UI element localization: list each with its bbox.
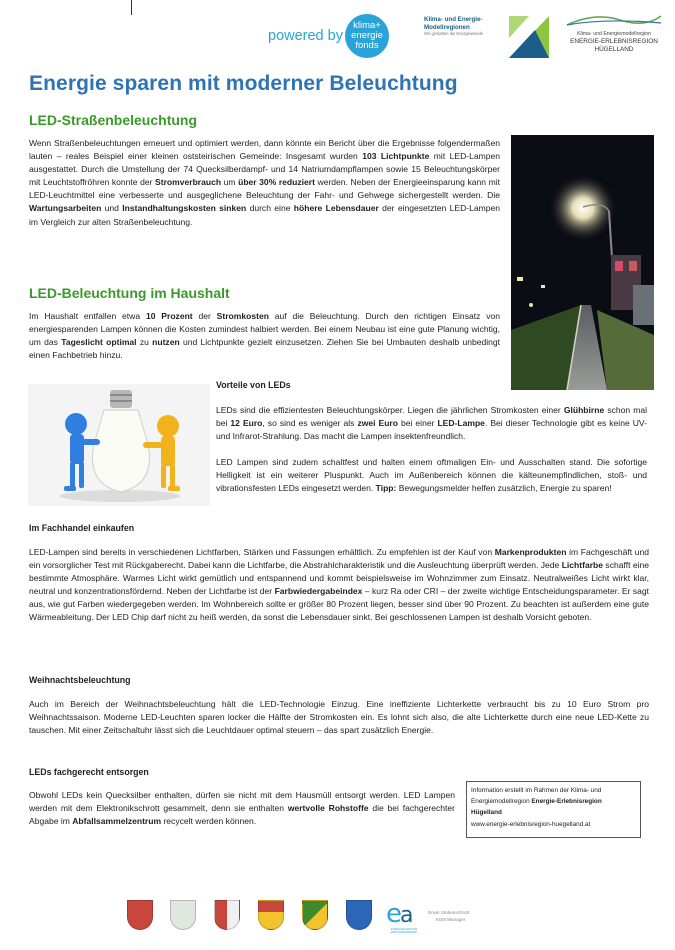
kem-logo-title: Klima- und Energie-Modellregionen	[424, 16, 483, 31]
klima-fonds-circle: klima+ energie fonds	[345, 14, 389, 58]
bold-text-run: 12 Euro	[230, 418, 263, 429]
bold-text-run: höhere Lebensdauer	[293, 203, 379, 214]
text-run: Obwohl LEDs kein Quecksilber enthalten, dürfen sie nicht mit dem Hausmüll entsorgt werden. LED Lampen werden mit dem Elektronikschrott gesammelt, denn sie enthalten	[29, 790, 455, 814]
municipality-crest-2	[170, 900, 196, 930]
bold-text-run: wertvolle Rohstoffe	[287, 803, 369, 814]
energieagentur-text: ENERGIEAGENTUR WESTSTEIERMARK	[390, 927, 418, 935]
retail-heading: Im Fachhandel einkaufen	[29, 523, 135, 533]
text-run: Auch im Bereich der Weihnachtsbeleuchtung hält die LED-Technologie Einzug. Eine ineffiziente Lichterkette verbraucht bis zu 10 Euro Strom pro Weihnachtssaison. Moderne LED-Leuchten sparen locker die Hälfte der Stromkosten ein. Es lohnt sich also, die alte Lichterkette durch eine neue LED-Kette zu tauschen. Mit einer Zeitschaltuhr lässt sich die Leuchtdauer optimal steuern – das spart zusätzlich Energie.	[29, 699, 649, 736]
bold-text-run: über 30% reduziert	[238, 177, 315, 188]
text-run: schafft eine bestimmte Atmosphäre. Warmes Licht wirkt gemütlich und entspannend und kommt beispielsweise im Wohnzimmer zum Einsatz. Neutralweißes Licht wirkt klar, neutral und konzentrationsfördernd. Neben der Lichtfarbe ist der	[29, 560, 649, 597]
christmas-heading: Weihnachtsbeleuchtung	[29, 675, 131, 685]
energieagentur-logo-icon	[384, 900, 418, 926]
disposal-heading: LEDs fachgerecht entsorgen	[29, 767, 149, 777]
text-run: . Bei dieser Technologie gibt es keine UV- und Infrarot-Strahlung. Das macht die Lampen insektenfreundlich.	[216, 418, 647, 442]
hills-icon	[565, 12, 663, 26]
municipality-crest-4	[258, 900, 284, 930]
text-run: werden. Neben der Energieeinsparung kann mit LED-Leuchtmittel eine verbesserte und ausgeglichene Beleuchtung der Fahr- und Gehwege sichergestellt werden. Die	[29, 177, 500, 201]
text-run: und Lichtpunkte gezielt einzusetzen. Ziehen Sie bei Umbauten deshalb unbedingt einen Fachbetrieb hinzu.	[29, 337, 500, 361]
bold-text-run: Instandhaltungskosten sinken	[122, 203, 247, 214]
info-line-2: Energiemodellregion Energie-Erlebnisregion	[471, 798, 602, 805]
household-text	[29, 310, 500, 362]
municipality-crest-3	[214, 900, 240, 930]
street-light-photo	[511, 135, 654, 390]
bold-text-run: LED-Lampe	[437, 418, 485, 429]
powered-by-text: powered by	[268, 28, 343, 44]
kem-manager-role: KEM Manager	[436, 917, 466, 922]
svg-text:e: e	[386, 900, 402, 926]
text-run: und	[101, 203, 123, 214]
bold-text-run: Stromkosten	[216, 311, 269, 321]
disposal-text	[29, 789, 455, 828]
bold-text-run: Markenprodukten	[494, 547, 567, 557]
text-run: Wenn Straßenbeleuchtungen erneuert und optimiert werden, dann könnte ein Bericht über die Ergebnisse folgendermaßen lauten – reales Beispiel einer kleinen oststeirischen Gemeinde: Insgesamt wurden	[29, 138, 500, 162]
text-run: bei einer	[397, 418, 438, 429]
bold-text-run: 103 Lichtpunkte	[362, 151, 430, 162]
municipality-crest-5	[302, 900, 328, 930]
text-run: die bei fachgerechter Abgabe im	[29, 803, 456, 827]
info-url[interactable]: www.energie-erlebnisregion-huegelland.at	[471, 821, 591, 828]
text-run: Bewegungsmelder helfen zusätzlich, Energie zu sparen!	[396, 483, 612, 494]
bold-text-run: Glühbirne	[563, 405, 605, 415]
kem-emblem-icon	[507, 12, 551, 60]
info-box	[466, 781, 641, 838]
text-run: , so sind es weniger als	[262, 418, 358, 429]
info-line-1: Information erstellt im Rahmen der Klima- und	[471, 787, 602, 794]
household-heading: LED-Beleuchtung im Haushalt	[29, 285, 230, 301]
street-heading: LED-Straßenbeleuchtung	[29, 112, 198, 128]
kem-manager-name: Erwin Stubenschrott	[428, 910, 470, 915]
text-run: der	[192, 311, 217, 321]
municipality-crest-6	[346, 900, 372, 930]
kem-logo-subtitle: Wir gestalten die Energiewende	[424, 31, 484, 37]
bold-text-run: Tageslicht optimal	[61, 337, 137, 348]
bold-text-run: Wartungsarbeiten	[29, 203, 102, 214]
kem-logo[interactable]	[424, 16, 510, 36]
advantages-paragraph-2	[216, 456, 647, 495]
text-run: um	[221, 177, 239, 188]
bold-text-run: Tipp:	[375, 483, 397, 494]
text-run: Im Haushalt entfallen etwa	[29, 311, 146, 321]
text-run: auf die Beleuchtung. Durch den richtigen Einsatz von energiesparenden Lampen können die Kosten zumindest halbiert werden. Bei einem Neubau ist eine gute Planung wichtig, um das	[29, 311, 500, 348]
advantages-paragraph-1	[216, 404, 647, 443]
region-logo[interactable]	[560, 12, 668, 54]
text-run: zu	[136, 337, 153, 348]
text-run: durch eine	[246, 203, 294, 214]
text-run: schon mal bei	[216, 405, 648, 429]
bold-text-run: Farbwiedergabeindex	[274, 586, 363, 597]
text-run: – kurz Ra oder CRI – der zweite wichtige Entscheidungsparameter. Er sagt aus, wie gut Farben wiedergegeben werden. Im Wohnbereich sollte er größer 80 Prozent liegen, besser sind über 90 Prozent. Zu beachten ist außerdem eine gute Wärmeableitung. Der LED Chip darf nicht zu heiß werden, da sonst die Lebensdauer sinkt. Bei geschlossenen Lampen ist deshalb Vorsicht geboten.	[29, 586, 650, 623]
text-run: mit LED-Lampen ausgestattet. Durch die Umstellung der 74 Quecksilberdampf- und 14 Natriumdampflampen sowie 15 Beleuchtungskörper mit Leuchtstoffröhren konnte der	[29, 151, 500, 188]
text-run: der eingesetzten LED-Lampen im Vergleich zur alten Straßenbeleuchtung.	[29, 203, 501, 227]
retail-text	[29, 546, 649, 625]
bold-text-run: Lichtfarbe	[561, 560, 604, 571]
advantages-heading: Vorteile von LEDs	[216, 380, 291, 390]
region-logo-small: Klima- und Energiemodellregion	[577, 31, 651, 37]
text-run: im Fachgeschäft und ein vorsorglicher Test mit Rückgaberecht. Dabei kann die Lichtfarbe, die Abstrahlcharakteristik und die Ausleuchtung überprüft werden. Jede	[29, 547, 649, 571]
bold-text-run: nutzen	[152, 337, 180, 348]
led-bulb-figures-illustration	[28, 384, 210, 506]
bold-text-run: 10 Prozent	[145, 311, 193, 321]
region-logo-title: ENERGIE-ERLEBNISREGION HÜGELLAND	[570, 38, 658, 53]
christmas-text	[29, 698, 649, 737]
page-title: Energie sparen mit moderner Beleuchtung	[29, 72, 458, 95]
bold-text-run: Stromverbrauch	[155, 177, 222, 188]
info-line-3: Hügelland	[471, 809, 502, 816]
text-run: LED Lampen sind zudem schaltfest und halten einem oftmaligen Ein- und Ausschalten stand. Die sofortige Helligkeit ist ein weiterer Pluspunkt. Auch im Außenbereich können die kälteunempfindlichen, stoß- und vibrationsfesten LEDs eingesetzt werden.	[216, 457, 647, 494]
klima-energiefonds-logo[interactable]	[268, 14, 389, 58]
bold-text-run: zwei Euro	[357, 418, 398, 429]
text-run: LEDs sind die effizientesten Beleuchtungskörper. Liegen die jährlichen Stromkosten einer	[216, 405, 564, 415]
bold-text-run: Abfallsammelzentrum	[72, 816, 162, 827]
municipality-crest-1	[127, 900, 153, 930]
top-mark	[131, 0, 132, 15]
street-text	[29, 137, 500, 229]
text-run: LED-Lampen sind bereits in verschiedenen Lichtfarben, Stärken und Fassungen erhältlich. Zu empfehlen ist der Kauf von	[29, 547, 495, 557]
svg-text:a: a	[400, 903, 414, 926]
text-run: recycelt werden können.	[161, 816, 257, 827]
